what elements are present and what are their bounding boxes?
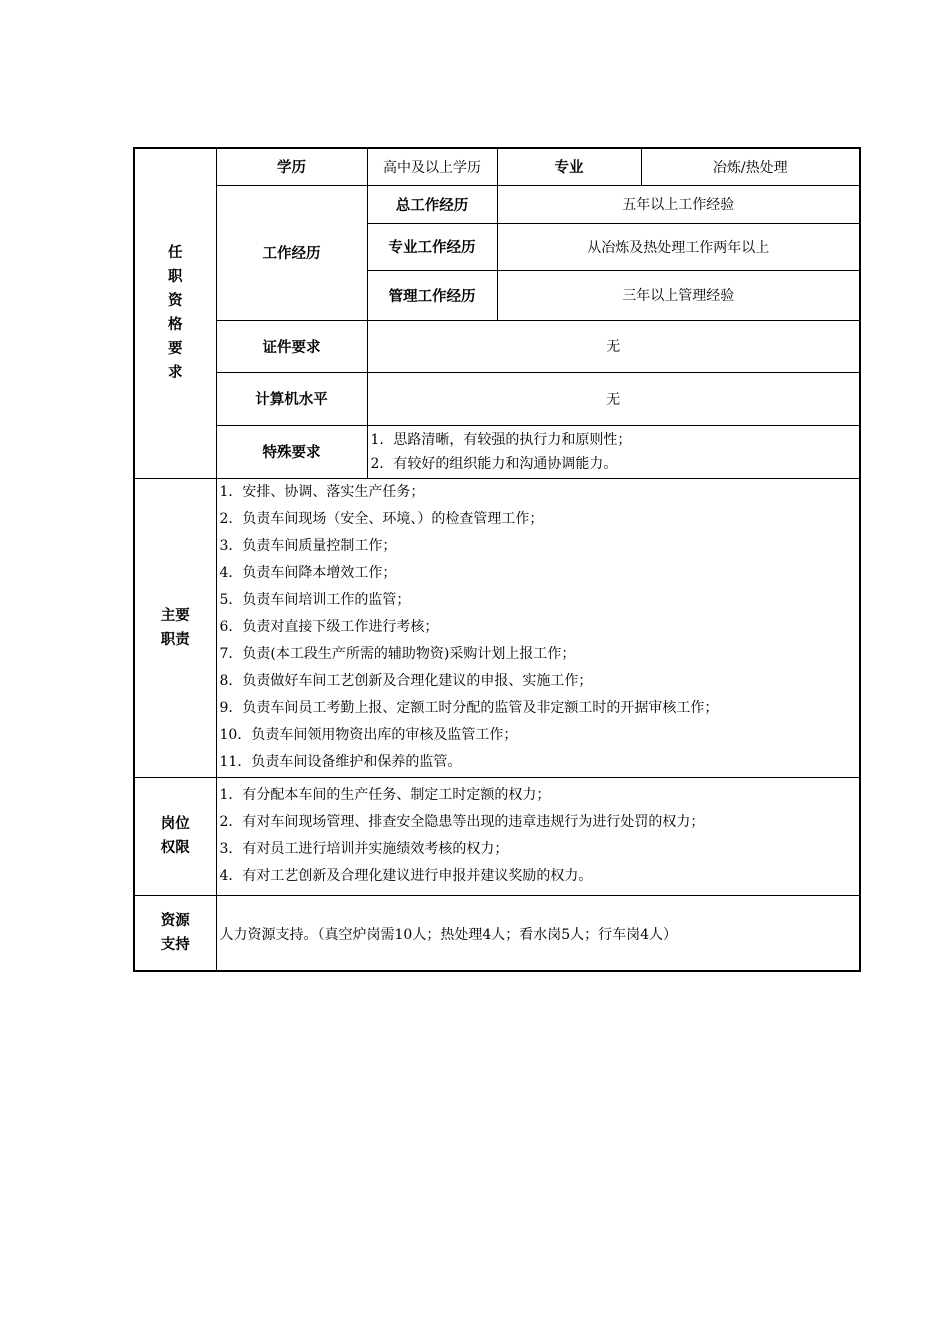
- authority-row: [134, 777, 860, 895]
- duty-item: 11．负责车间设备维护和保养的监管。: [219, 754, 462, 770]
- resources-section-label: [134, 895, 216, 971]
- duty-item: 3．负责车间质量控制工作；: [219, 538, 397, 554]
- duty-item: 5．负责车间培训工作的监管；: [219, 592, 411, 608]
- management-experience-label: 管理工作经历: [367, 270, 497, 320]
- resources-label-line: 支持: [160, 936, 190, 953]
- special-row: [134, 425, 860, 478]
- authority-section-label: [134, 777, 216, 895]
- qual-label-char: 要: [168, 341, 183, 358]
- special-list: [367, 425, 860, 478]
- duty-item: 4．负责车间降本增效工作；: [219, 565, 397, 581]
- qual-label-char: 职: [168, 269, 183, 286]
- special-item: 2．有较好的组织能力和沟通协调能力。: [370, 455, 618, 472]
- certificate-row: [134, 320, 860, 372]
- qual-label-char: 任: [168, 245, 183, 262]
- education-row: [134, 148, 860, 185]
- authority-item: 1．有分配本车间的生产任务、制定工时定额的权力；: [219, 787, 551, 803]
- major-value: 冶炼/热处理: [641, 148, 860, 185]
- resources-label-line: 资源: [160, 912, 190, 929]
- education-value: 高中及以上学历: [367, 148, 497, 185]
- authority-item: 3．有对员工进行培训并实施绩效考核的权力；: [219, 841, 509, 857]
- duty-item: 10．负责车间领用物资出库的审核及监管工作；: [219, 727, 518, 743]
- management-experience-value: 三年以上管理经验: [497, 270, 860, 320]
- education-label: 学历: [216, 148, 367, 185]
- duties-label-line: 主要: [160, 607, 190, 624]
- duties-label-line: 职责: [160, 631, 190, 648]
- certificate-value: 无: [367, 320, 860, 372]
- special-item: 1．思路清晰，有较强的执行力和原则性；: [370, 431, 632, 448]
- work-experience-label: 工作经历: [216, 185, 367, 320]
- resources-value: 人力资源支持。（真空炉岗需10人；热处理4人；看水岗5人；行车岗4人）: [216, 895, 860, 971]
- total-experience-row: [134, 185, 860, 223]
- authority-item: 2．有对车间现场管理、排查安全隐患等出现的违章违规行为进行处罚的权力；: [219, 814, 705, 830]
- duties-list: [216, 478, 860, 777]
- duty-item: 8．负责做好车间工艺创新及合理化建议的申报、实施工作；: [219, 673, 593, 689]
- authority-item: 4．有对工艺创新及合理化建议进行申报并建议奖励的权力。: [219, 868, 593, 884]
- computer-value: 无: [367, 372, 860, 425]
- duties-row: [134, 478, 860, 777]
- duty-item: 9．负责车间员工考勤上报、定额工时分配的监管及非定额工时的开据审核工作；: [219, 700, 719, 716]
- computer-row: [134, 372, 860, 425]
- computer-label: 计算机水平: [216, 372, 367, 425]
- authority-list: [216, 777, 860, 895]
- authority-label-line: 岗位: [160, 816, 190, 832]
- certificate-label: 证件要求: [216, 320, 367, 372]
- duty-item: 1．安排、协调、落实生产任务；: [219, 484, 425, 500]
- qual-label-char: 求: [168, 365, 183, 382]
- special-label: 特殊要求: [216, 425, 367, 478]
- qualifications-section-label: [134, 148, 216, 478]
- authority-label-line: 权限: [160, 840, 190, 856]
- qual-label-char: 资: [168, 293, 183, 310]
- total-experience-value: 五年以上工作经验: [497, 185, 860, 223]
- duty-item: 7．负责(本工段生产所需的辅助物资)采购计划上报工作；: [219, 646, 576, 662]
- total-experience-label: 总工作经历: [367, 185, 497, 223]
- duty-item: 2．负责车间现场（安全、环境、）的检查管理工作；: [219, 511, 544, 527]
- job-description-table: [133, 147, 861, 972]
- duties-section-label: [134, 478, 216, 777]
- professional-experience-label: 专业工作经历: [367, 223, 497, 270]
- duty-item: 6．负责对直接下级工作进行考核；: [219, 619, 439, 635]
- professional-experience-value: 从冶炼及热处理工作两年以上: [497, 223, 860, 270]
- major-label: 专业: [497, 148, 641, 185]
- resources-row: [134, 895, 860, 971]
- qual-label-char: 格: [168, 317, 183, 334]
